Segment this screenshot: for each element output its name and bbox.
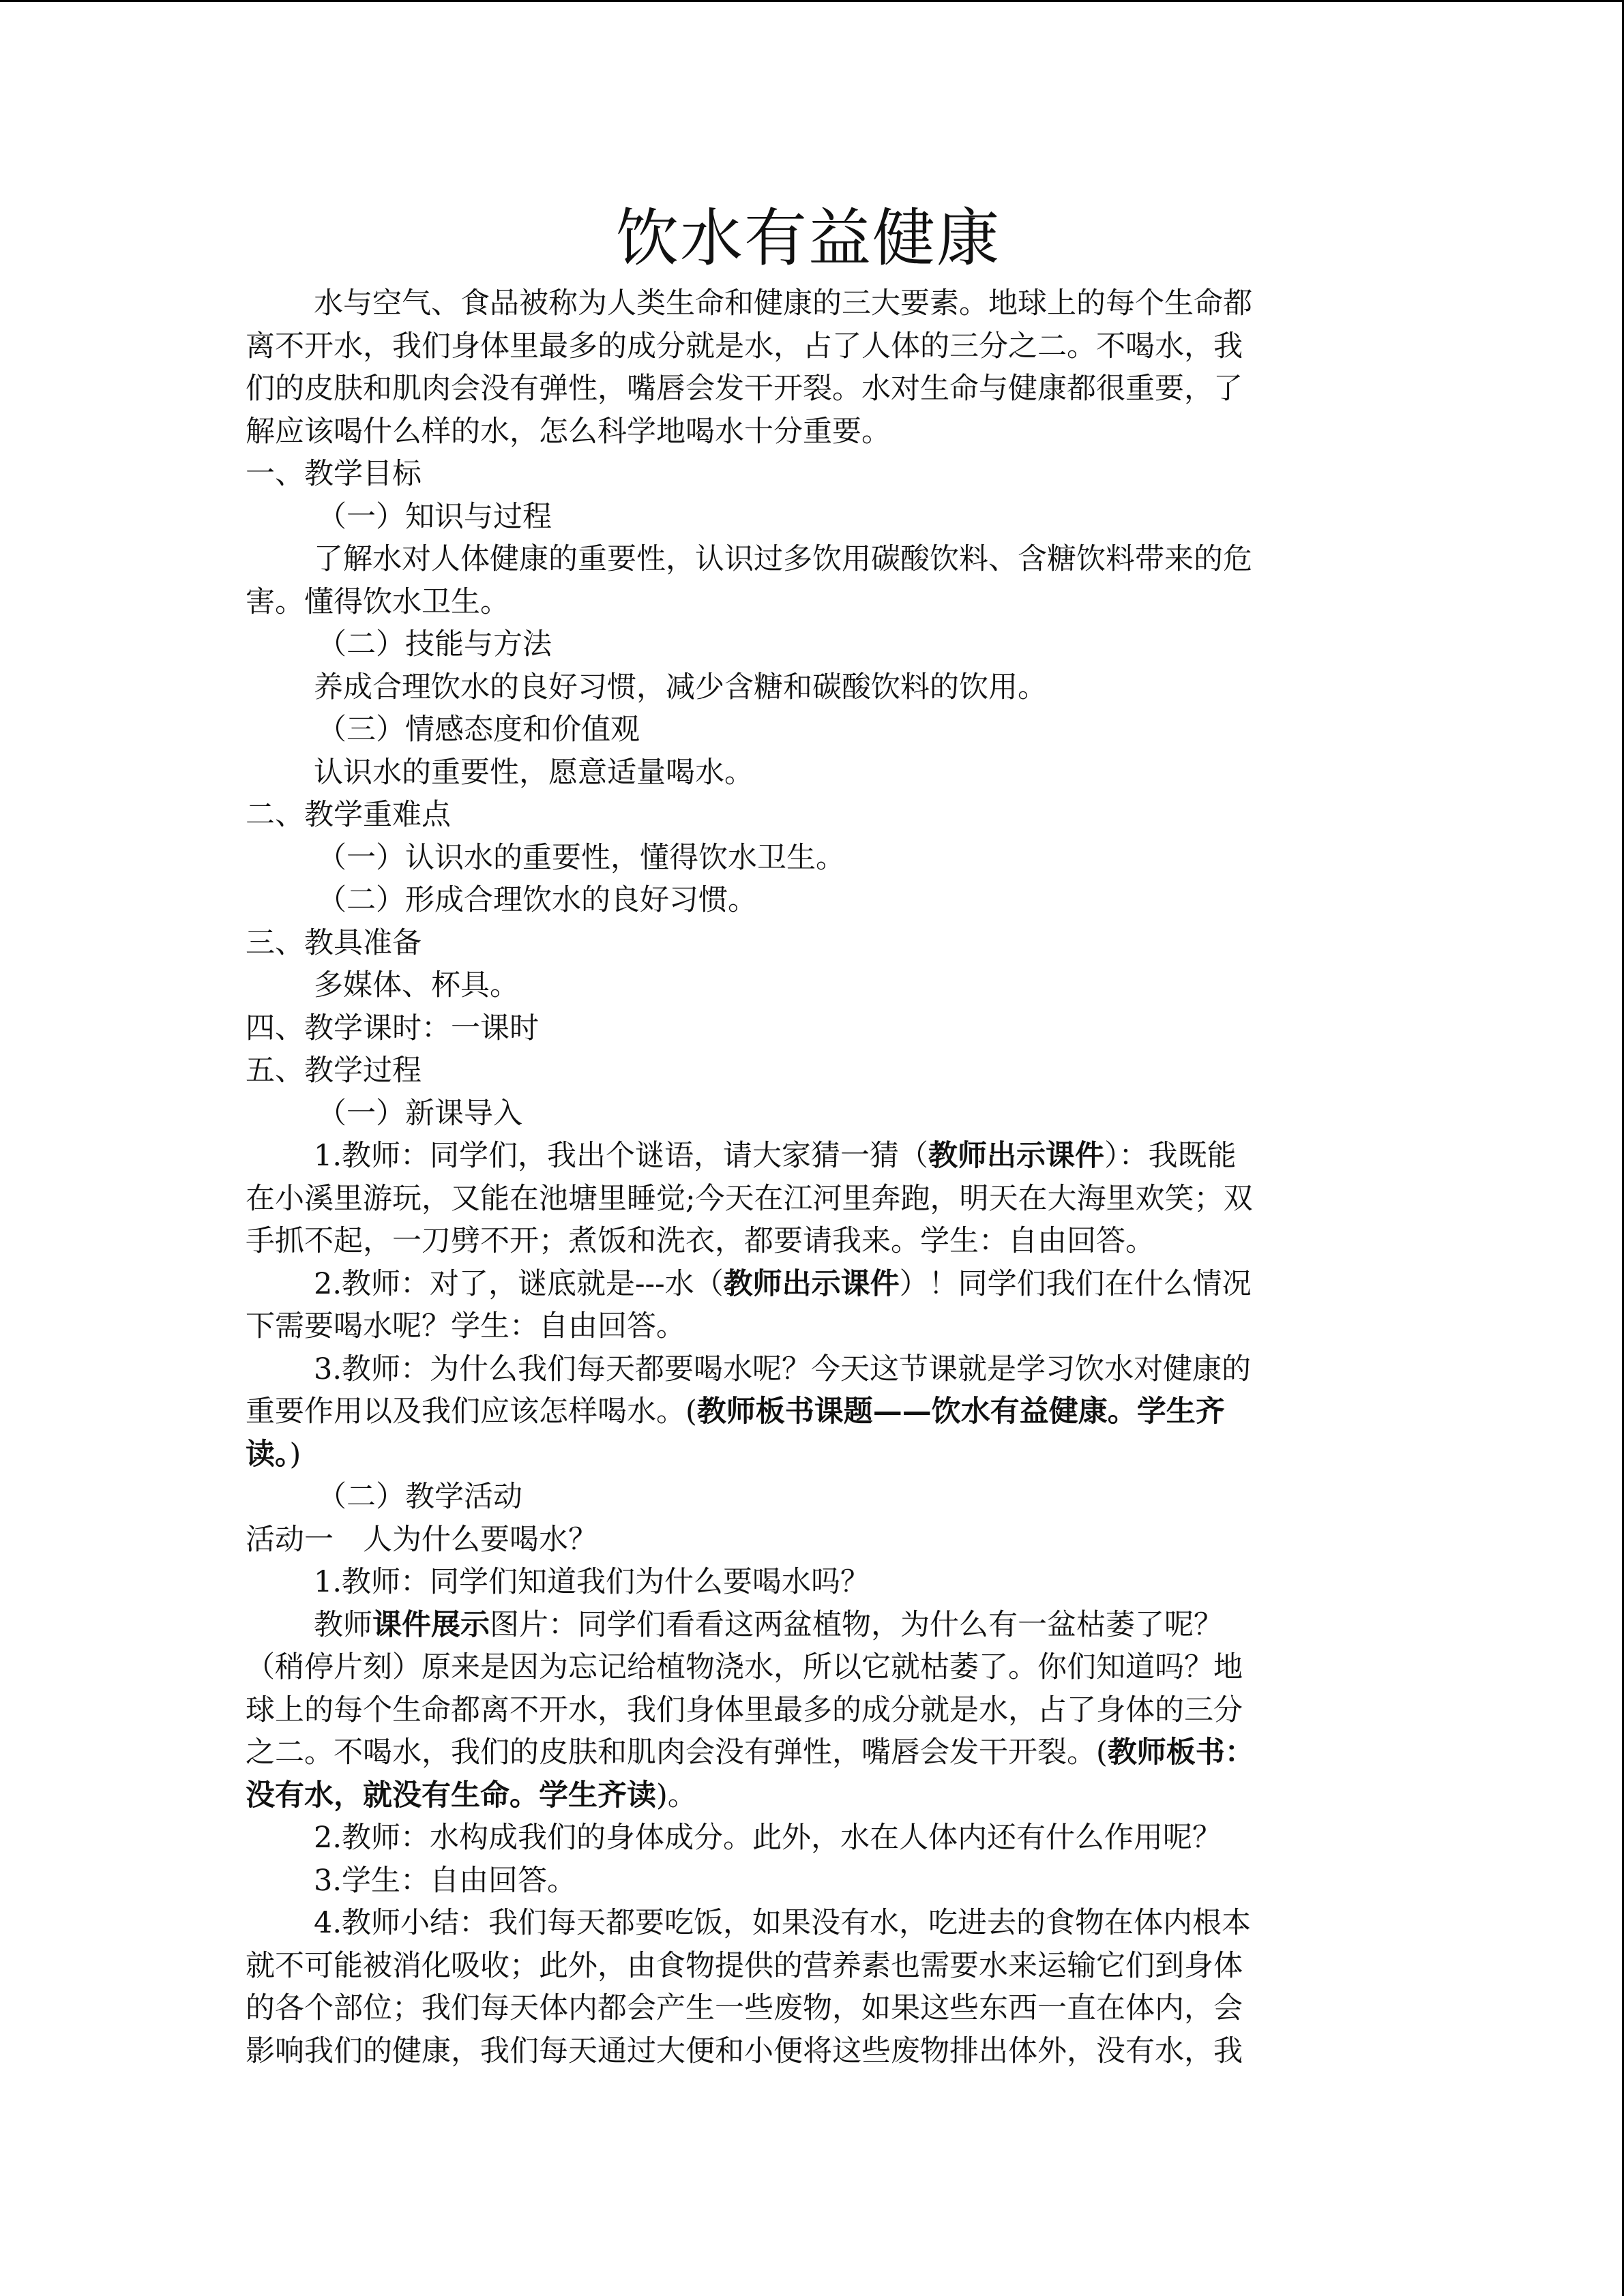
text-line: 水与空气、食品被称为人类生命和健康的三大要素。地球上的每个生命都 bbox=[314, 286, 1252, 320]
text-line: 害。懂得饮水卫生。 bbox=[246, 584, 510, 619]
text-line: 3.教师：为什么我们每天都要喝水呢？今天这节课就是学习饮水对健康的 bbox=[314, 1352, 1252, 1386]
text-line: 三、教具准备 bbox=[246, 925, 422, 960]
text-line: 了解水对人体健康的重要性，认识过多饮用碳酸饮料、含糖饮料带来的危 bbox=[314, 542, 1252, 576]
text-segment: ) bbox=[289, 1437, 301, 1472]
text-line: 在小溪里游玩，又能在池塘里睡觉;今天在江河里奔跑，明天在大海里欢笑；双 bbox=[246, 1181, 1253, 1216]
text-line: 多媒体、杯具。 bbox=[314, 968, 519, 1002]
text-line bbox=[246, 1263, 1371, 1306]
text-line: （稍停片刻）原来是因为忘记给植物浇水，所以它就枯萎了。你们知道吗？地 bbox=[246, 1650, 1243, 1684]
bold-text: 教师出示课件 bbox=[928, 1139, 1105, 1173]
text-line: 影响我们的健康，我们每天通过大便和小便将这些废物排出体外，没有水，我 bbox=[246, 2033, 1243, 2068]
text-segment: 之二。不喝水，我们的皮肤和肌肉会没有弹性，嘴唇会发干开裂。( bbox=[246, 1735, 1108, 1770]
text-line bbox=[246, 1604, 1371, 1647]
text-line: 4.教师小结：我们每天都要吃饭，如果没有水，吃进去的食物在体内根本 bbox=[314, 1906, 1252, 1940]
text-segment: 重要作用以及我们应该怎样喝水。( bbox=[246, 1395, 697, 1429]
text-line: 离不开水，我们身体里最多的成分就是水，占了人体的三分之二。不喝水，我 bbox=[246, 329, 1243, 363]
text-line: 们的皮肤和肌肉会没有弹性，嘴唇会发干开裂。水对生命与健康都很重要，了 bbox=[246, 372, 1243, 406]
text-line bbox=[246, 1390, 1371, 1433]
text-line: （二）形成合理饮水的良好习惯。 bbox=[317, 883, 757, 917]
text-segment: ）：我既能 bbox=[1104, 1139, 1237, 1173]
text-line: （一）认识水的重要性，懂得饮水卫生。 bbox=[317, 840, 845, 875]
text-line: 的各个部位；我们每天体内都会产生一些废物，如果这些东西一直在体内，会 bbox=[246, 1991, 1243, 2025]
text-line: 下需要喝水呢？学生：自由回答。 bbox=[246, 1309, 685, 1343]
text-line bbox=[246, 1135, 1371, 1178]
document-title: 饮水有益健康 bbox=[615, 202, 1001, 275]
text-line: 3.学生：自由回答。 bbox=[314, 1863, 577, 1898]
text-line: 二、教学重难点 bbox=[246, 798, 451, 832]
text-segment: 教师 bbox=[314, 1607, 372, 1642]
text-line: 就不可能被消化吸收；此外，由食物提供的营养素也需要水来运输它们到身体 bbox=[246, 1948, 1243, 1983]
text-line bbox=[246, 1774, 1371, 1817]
text-line: 一、教学目标 bbox=[246, 457, 422, 491]
text-line: 解应该喝什么样的水，怎么科学地喝水十分重要。 bbox=[246, 414, 891, 449]
text-line: （二）技能与方法 bbox=[317, 627, 552, 661]
bold-text: 读。 bbox=[246, 1437, 290, 1472]
text-segment: ）！同学们我们在什么情况 bbox=[899, 1266, 1252, 1301]
bold-text: 课件展示 bbox=[372, 1607, 490, 1642]
text-line: 手抓不起，一刀劈不开；煮饭和洗衣，都要请我来。学生：自由回答。 bbox=[246, 1224, 1155, 1258]
bold-text: 教师出示课件 bbox=[723, 1266, 900, 1301]
bold-text: 没有水，就没有生命。学生齐读 bbox=[246, 1778, 656, 1813]
document-paragraphs bbox=[246, 282, 1371, 2072]
text-line: 球上的每个生命都离不开水，我们身体里最多的成分就是水，占了身体的三分 bbox=[246, 1693, 1243, 1727]
text-segment: 2.教师：对了，谜底就是---水（ bbox=[314, 1266, 724, 1301]
text-line: 四、教学课时：一课时 bbox=[246, 1011, 539, 1045]
page-border-top bbox=[0, 0, 1624, 2]
text-line bbox=[246, 1731, 1371, 1774]
text-segment: 图片：同学们看看这两盆植物，为什么有一盆枯萎了呢？ bbox=[490, 1607, 1223, 1642]
text-line: （一）知识与过程 bbox=[317, 499, 552, 534]
text-line: 2.教师：水构成我们的身体成分。此外，水在人体内还有什么作用呢？ bbox=[314, 1821, 1222, 1855]
text-line: （三）情感态度和价值观 bbox=[317, 713, 640, 747]
text-line: （一）新课导入 bbox=[317, 1096, 522, 1131]
text-line: 养成合理饮水的良好习惯，减少含糖和碳酸饮料的饮用。 bbox=[314, 670, 1047, 704]
text-line: 五、教学过程 bbox=[246, 1054, 422, 1088]
text-line: 活动一 人为什么要喝水？ bbox=[246, 1522, 597, 1557]
text-line: 1.教师：同学们知道我们为什么要喝水吗？ bbox=[314, 1565, 870, 1599]
document-body bbox=[246, 198, 1371, 2072]
text-segment: )。 bbox=[656, 1778, 697, 1813]
text-line bbox=[246, 1433, 1371, 1476]
text-line: （二）教学活动 bbox=[317, 1480, 522, 1514]
bold-text: 教师板书： bbox=[1107, 1735, 1254, 1770]
text-line: 认识水的重要性，愿意适量喝水。 bbox=[314, 755, 754, 790]
bold-text: 教师板书课题——饮水有益健康。学生齐 bbox=[696, 1395, 1225, 1429]
text-segment: 1.教师：同学们，我出个谜语，请大家猜一猜（ bbox=[314, 1139, 929, 1173]
